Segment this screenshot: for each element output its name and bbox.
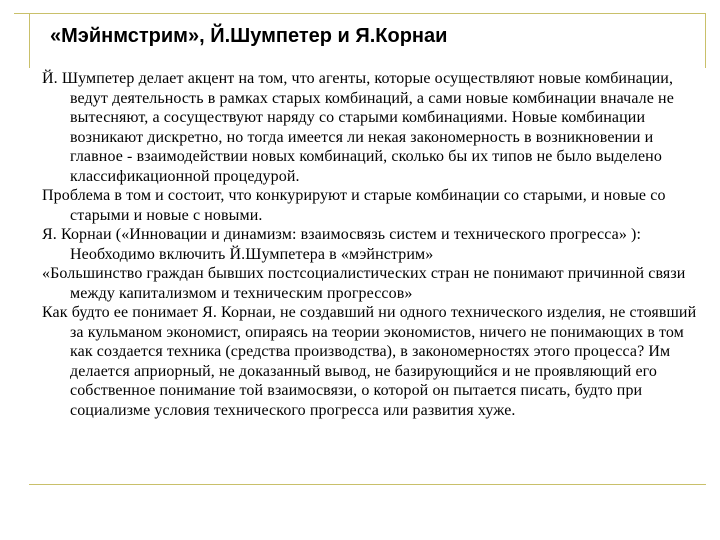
slide-frame-right-line <box>705 13 706 68</box>
paragraph-kornai-quote: Я. Корнаи («Инновации и динамизм: взаимосвязь систем и технического прогресса» ): Необходимо включить Й.Шумпетера в «мэйнстрим» <box>42 226 642 263</box>
slide-body <box>42 69 706 420</box>
slide-frame-top-line <box>14 13 706 14</box>
paragraph-schumpeter: Й. Шумпетер делает акцент на том, что агенты, которые осуществляют новые комбинации, ведут деятельность в рамках старых комбинаций, а сами новые комбинации вначале не вытесняют, а сосуществуют наряду со старыми комбинациями. Новые комбинации возникают дискретно, но тогда имеется ли некая закономерность в возникновении и главное - взаимодействии новых комбинаций, сколько бы их типов не было выделено классификационной процедурой. <box>42 70 674 185</box>
slide-bottom-rule <box>29 484 706 485</box>
paragraph-critique: Как будто ее понимает Я. Корнаи, не создавший ни одного технического изделия, не стоявший за кульманом экономист, опираясь на теории экономистов, ничего не понимающих в том как создается техника (средства производства), в закономерностях этого процесса? Им делается априорный, не доказанный вывод, не базирующийся и не проявляющий его собственное понимание той взаимосвязи, о которой он пытается писать, будто при социализме условия технического прогресса или развития хуже. <box>42 304 697 419</box>
paragraph-citizens-quote: «Большинство граждан бывших постсоциалистических стран не понимают причинной связи между капитализмом и техническим прогрессов» <box>42 265 686 302</box>
slide-title: «Мэйнмстрим», Й.Шумпетер и Я.Корнаи <box>50 25 448 47</box>
slide-frame-left-line <box>29 13 30 68</box>
paragraph-problem: Проблема в том и состоит, что конкурируют и старые комбинации со старыми, и новые со старыми и новые с новыми. <box>42 187 666 224</box>
